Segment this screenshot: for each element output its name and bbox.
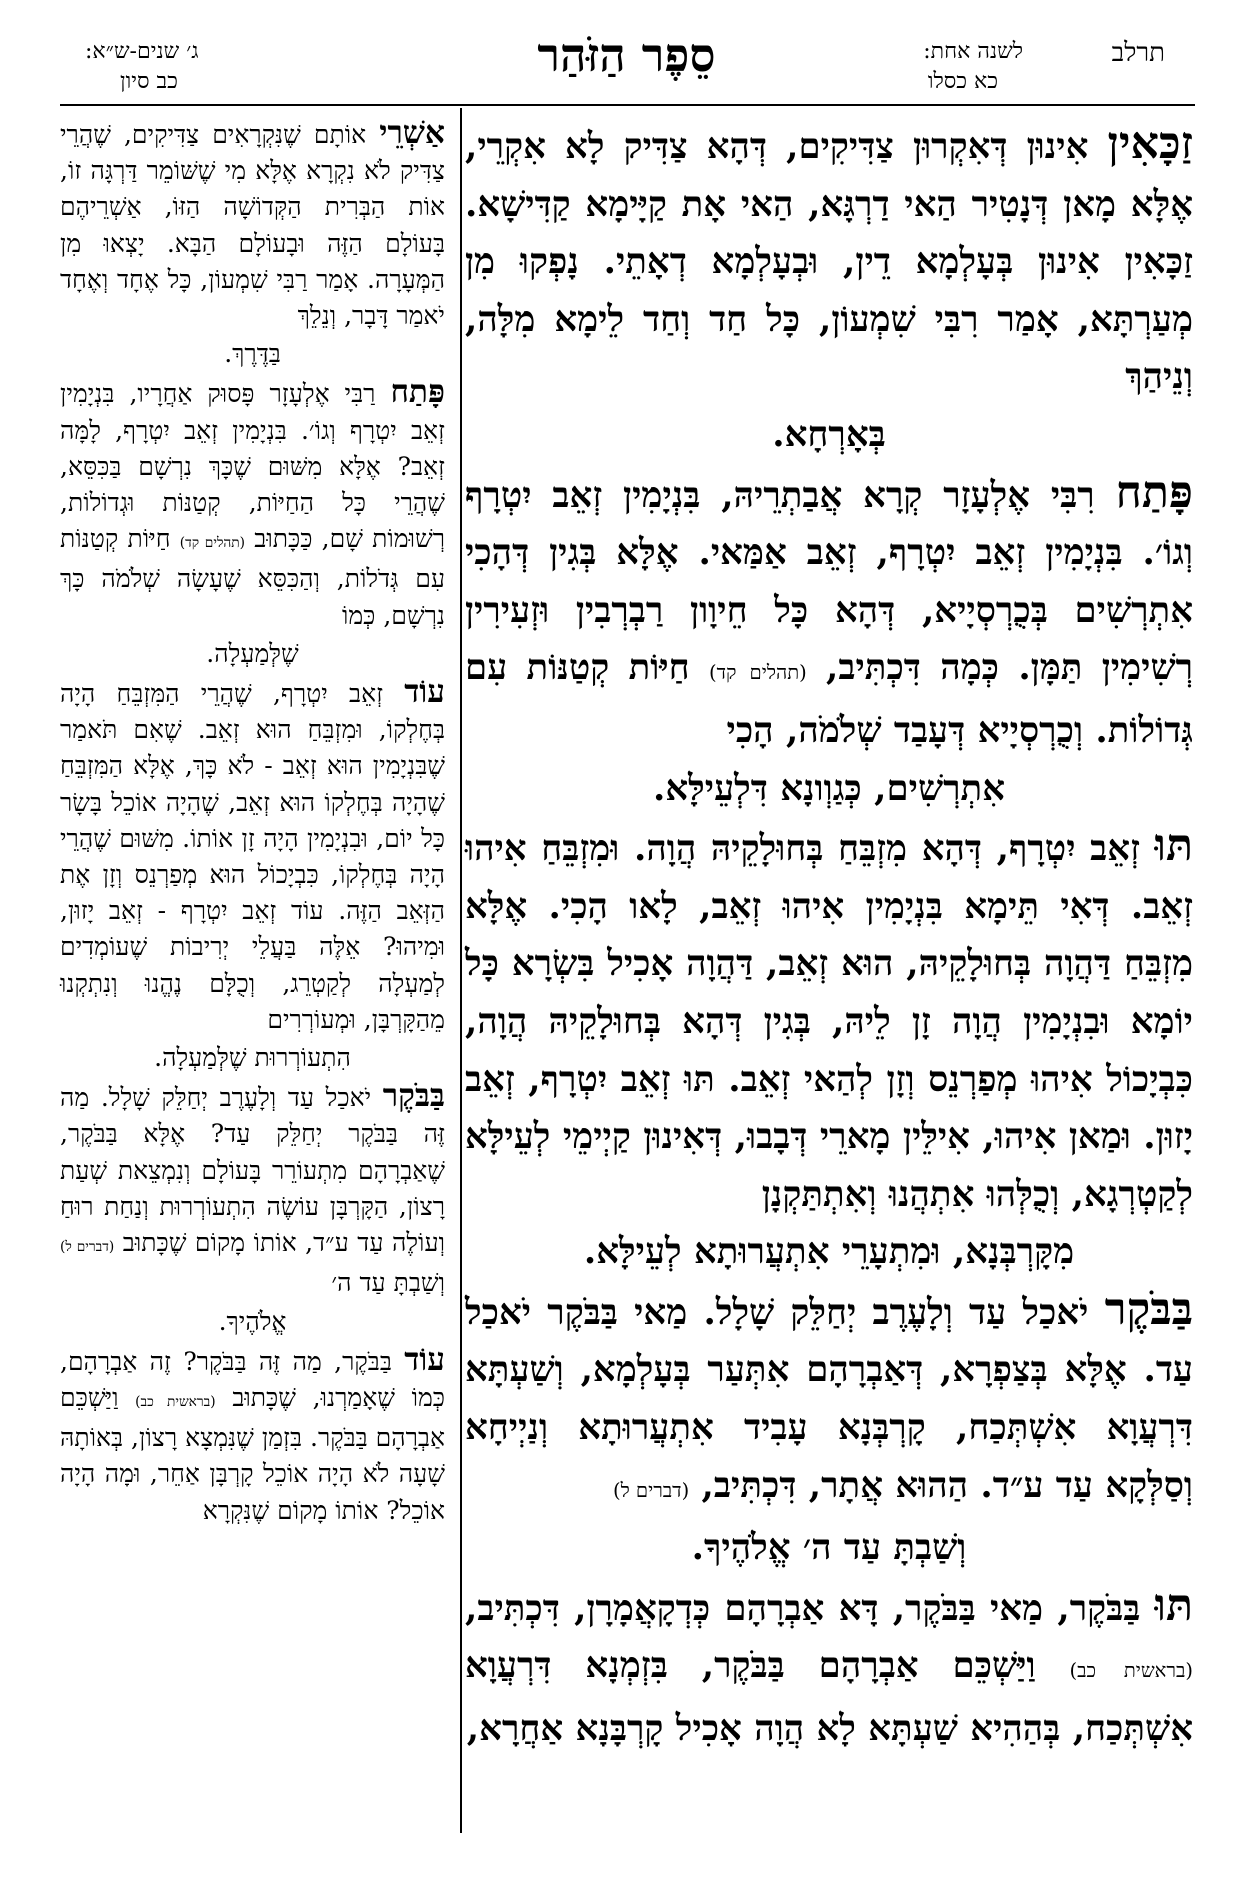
- header-right-line2: כא כסלו: [927, 69, 998, 94]
- side-paragraph: [60, 374, 445, 633]
- paragraph-text: אִינוּן דְּאִקְרוּן צַדִּיקִים, דְּהָא צַדִּיק לָא אִקְרֵי, אֶלָּא מָאן דְּנָטִיר הַאי דַרְגָּא, הַאי אָת קַיָּימָא קַדִּישָׁא. זַכָּאִין אִינוּן בְּעָלְמָא דֵין, וּבְעָלְמָא דְאָתֵי. נָפְקוּ מִן מְעַרְתָּא, אָמַר רִבִּי שִׁמְעוֹן, כָּל חַד וְחַד לֵימָא מִלָּה, וְנֵיהַךְ: [465, 126, 1193, 398]
- side-paragraph: [60, 115, 445, 334]
- paragraph-text: יֹאכַל עַד וְלָעֶרֶב יְחַלֵּק שָׁלָל. מַאי בַּבֹּקֶר יֹאכַל עַד. אֶלָּא בְּצַפְרָא, דְּאַבְרָהָם אִתְּעַר בְּעָלְמָא, וְשַׁעְתָּא דִּרְעֲוָא אִשְׁתְּכַח, קָרְבְּנָא עָבִיד אִתְעֲרוּתָא וְנַיְיחָא וְסַלְּקָא עַד ע״ד. הַהוּא אֲתָר, דִּכְתִּיב,: [465, 1291, 1193, 1506]
- opening-word: בַּבֹּקֶר: [1104, 1282, 1193, 1335]
- main-paragraph: [465, 1577, 1193, 1758]
- source-reference: (תהלים קד): [179, 535, 246, 552]
- paragraph-text: רַבִּי אֶלְעָזָר פָּסוּק אַחֲרָיו, בִּנְיָמִין זְאֵב יִטְרָף וְגוֹ׳. בִּנְיָמִין זְאֵב יִטְרָף, לָמָּה זְאֵב? אֶלָּא מִשּׁוּם שֶׁכָּךְ נִרְשָׁם בַּכִּסֵּא, שֶׁהֲרֵי כָּל הַחַיּוֹת, קְטַנּוֹת וּגְדוֹלוֹת, רְשׁוּמוֹת שָׁם, כַּכָּתוּב: [60, 379, 445, 554]
- paragraph-tail: בְּאָרְחָא.: [772, 413, 886, 455]
- paragraph-tail: הִתְעוֹרְרוּת שֶׁלְּמַעְלָה.: [154, 1043, 351, 1073]
- header-rule: [60, 104, 1195, 106]
- source-reference: (תהלים קד): [708, 661, 807, 685]
- page-header: [0, 0, 1253, 110]
- opening-word: עוֹד: [404, 1341, 445, 1378]
- paragraph-tail: שֶׁלְּמַעְלָה.: [206, 638, 299, 668]
- opening-word: עוֹד: [404, 674, 445, 711]
- paragraph-text-cont: וְשַׁבְתָּ עַד ה׳: [331, 1268, 445, 1298]
- side-paragraph: [60, 1078, 445, 1301]
- paragraph-text-cont: חַיּוֹת קְטַנּוֹת עִם גְּדוֹלוֹת. וְכֻרְסְיָיא דְּעָבַד שְׁלֹמֹה, הָכִי: [465, 647, 1193, 751]
- paragraph-text: בַּבֹּקֶר, מַאי בַּבֹּקֶר, דָּא אַבְרָהָם כְּדְקָאֲמָרָן, דִּכְתִּיב,: [465, 1587, 1141, 1629]
- paragraph-text: אוֹתָם שֶׁנִּקְרָאִים צַדִּיקִים, שֶׁהֲרֵי צַדִּיק לֹא נִקְרָא אֶלָּא מִי שֶׁשּׁוֹמֵר דַּרְגָּה זוֹ, אוֹת הַבְּרִית הַקְּדוֹשָׁה הַזּוֹ, אַשְׁרֵיהֶם בָּעוֹלָם הַזֶּה וּבָעוֹלָם הַבָּא. יָצְאוּ מִן הַמְּעָרָה. אָמַר רַבִּי שִׁמְעוֹן, כָּל אֶחָד וְאֶחָד יֹאמַר דָּבָר, וְנֵלֵךְ: [60, 120, 445, 331]
- main-paragraph: [465, 115, 1193, 406]
- page-number: תרלב: [1111, 38, 1165, 68]
- column-divider: [460, 108, 462, 1833]
- opening-word: אַשְׁרֵי: [379, 115, 445, 151]
- paragraph-text: בַּבֹּקֶר, מַה זֶּה בַּבֹּקֶר? זֶה אַבְרָהָם, כְּמוֹ שֶׁאָמַרְנוּ, שֶׁכָּתוּב: [60, 1346, 446, 1412]
- main-column: [465, 115, 1193, 1758]
- paragraph-text: זְאֵב יִטְרָף, דְּהָא מִזְבֵּחַ בְּחוּלָקֵיהּ הֲוָה. וּמִזְבֵּחַ אִיהוּ זְאֵב. דְּאִי תֵּימָא בִּנְיָמִין אִיהוּ זְאֵב, לָאו הָכִי. אֶלָּא מִזְבֵּחַ דַּהֲוָה בְּחוּלָקֵיהּ, הוּא זְאֵב, דַּהֲוָה אָכִיל בִּשְׂרָא כָּל יוֹמָא וּבִנְיָמִין הֲוָה זָן לֵיהּ, בְּגִין דְּהָא בְּחוּלָקֵיהּ הֲוָה, כִּבְיָכוֹל אִיהוּ מְפַרְנֵס וְזָן לְהַאי זְאֵב. תּוּ זְאֵב יִטְרָף, זְאֵב יָזוּן. וּמַאן אִיהוּ, אִילֵּין מָארֵי דְּבָבוּ, דְּאִינוּן קַיְימֵי לְעֵילָּא לְקַטְרְגָא, וְכֻלְּהוּ אִתְהֲנוּ וְאִתְתַּקְנָן: [465, 828, 1193, 1215]
- paragraph-text-cont: חַיּוֹת קְטַנּוֹת עִם גְּדֹלוֹת, וְהַכִּסֵּא שֶׁעָשָׂה שְׁלֹמֹה כָּךְ נִרְשָׁם, כְּמוֹ: [60, 524, 445, 630]
- opening-word: בַּבֹּקֶר: [382, 1078, 445, 1115]
- header-right-line1: לשנה אחת:: [923, 39, 1023, 64]
- translation-column: [60, 115, 445, 1531]
- paragraph-tail: אִתְרְשִׁים, כְּגַוְונָא דִּלְעֵילָּא.: [653, 767, 1005, 809]
- paragraph-tail: וְשַׁבְתָּ עַד ה׳ אֱלֹהֶיךָ.: [691, 1527, 967, 1569]
- paragraph-text: יֹאכַל עַד וְלָעֶרֶב יְחַלֵּק שָׁלָל. מַה זֶּה בַּבֹּקֶר יְחַלֵּק עַד? אֶלָּא בַּבֹּקֶר, שֶׁאַבְרָהָם מִתְעוֹרֵר בָּעוֹלָם וְנִמְצֵאת שְׁעַת רָצוֹן, הַקָּרְבָּן עוֹשֶׂה הִתְעוֹרְרוּת וְנַחַת רוּחַ וְעוֹלֶה עַד ע״ד, אוֹתוֹ מָקוֹם שֶׁכָּתוּב: [60, 1083, 445, 1258]
- main-paragraph: [465, 1281, 1193, 1519]
- opening-word: תּוּ: [1154, 819, 1193, 872]
- paragraph-text: זְאֵב יִטְרָף, שֶׁהֲרֵי הַמִּזְבֵּחַ הָיָה בְּחֶלְקוֹ, וּמִזְבֵּחַ הוּא זְאֵב. שֶׁאִם תֹּאמַר שֶׁבִּנְיָמִין הוּא זְאֵב - לֹא כָּךְ, אֶלָּא הַמִּזְבֵּחַ שֶׁהָיָה בְּחֶלְקוֹ הוּא זְאֵב, שֶׁהָיָה אוֹכֵל בָּשָׂר כָּל יוֹם, וּבִנְיָמִין הָיָה זָן אוֹתוֹ. מִשּׁוּם שֶׁהֲרֵי הָיָה בְּחֶלְקוֹ, כִּבְיָכוֹל הוּא מְפַרְנֵס וְזָן אֶת הַזְּאֵב הַזֶּה. עוֹד זְאֵב יִטְרָף - זְאֵב יָזוּן, וּמִיהוּ? אֵלֶּה בַּעֲלֵי יְרִיבוֹת שֶׁעוֹמְדִים לְמַעְלָה לְקַטְרֵג, וְכֻלָּם נֶהֱנוּ וְנִתְקְנוּ מֵהַקָּרְבָּן, וּמְעוֹרְרִים: [60, 679, 446, 1034]
- header-left-line1: ג׳ שנים-ש״א:: [85, 39, 199, 64]
- source-reference: (בראשית כב): [1069, 1659, 1193, 1683]
- header-left-line2: כב סיון: [120, 69, 178, 94]
- source-reference: (דברים ל): [612, 1478, 690, 1502]
- main-paragraph: [465, 817, 1193, 1223]
- page-title: סֵפֶר הַזֹּהַר: [537, 28, 716, 82]
- main-paragraph: [465, 464, 1193, 760]
- side-paragraph: [60, 1342, 445, 1529]
- source-reference: (בראשית כב): [135, 1393, 216, 1410]
- paragraph-text-cont: וַיַּשְׁכֵּם אַבְרָהָם בַּבֹּקֶר, בִּזְמְנָא דִּרְעֲוָא אִשְׁתְּכַח, בְּהַהִיא שַׁעְתָּא לָא הֲוָה אָכִיל קָרְבָּנָא אַחֲרָא,: [465, 1645, 1193, 1750]
- side-paragraph: [60, 674, 445, 1038]
- opening-word: פָּתַח: [1115, 465, 1194, 518]
- paragraph-text-cont: וַיַּשְׁכֵּם אַבְרָהָם בַּבֹּקֶר. בִּזְמַן שֶׁנִּמְצָא רָצוֹן, בְּאוֹתָהּ שָׁעָה לֹא הָיָה אוֹכֵל קָרְבָּן אַחֵר, וּמָה הָיָה אוֹכֵל? אוֹתוֹ מָקוֹם שֶׁנִּקְרָא: [60, 1382, 445, 1525]
- opening-word: פָּתַח: [390, 374, 445, 411]
- paragraph-tail: בַּדֶּרֶךְ.: [224, 339, 281, 369]
- source-reference: (דברים ל): [60, 1239, 115, 1256]
- opening-word: תּוּ: [1154, 1578, 1193, 1631]
- paragraph-tail: מִקָּרְבְּנָא, וּמִתְעָרֵי אִתְעֲרוּתָא לְעֵילָּא.: [583, 1231, 1075, 1273]
- paragraph-tail: אֱלֹהֶיךָ.: [218, 1306, 287, 1336]
- paragraph-text: רִבִּי אֶלְעָזָר קְרָא אֲבַתְרֵיהּ, בִּנְיָמִין זְאֵב יִטְרָף וְגוֹ׳. בִּנְיָמִין זְאֵב יִטְרָף, זְאֵב אַמַּאי. אֶלָּא בְּגִין דְּהָכִי אִתְרְשִׁים בְּכֻרְסְיָיא, דְּהָא כָּל חֵיוָון רַבְרְבִין וּזְעִירִין רְשִׁימִין תַּמָּן. כְּמָה דִּכְתִּיב,: [465, 474, 1194, 689]
- opening-word: זַכָּאִין: [1107, 117, 1194, 169]
